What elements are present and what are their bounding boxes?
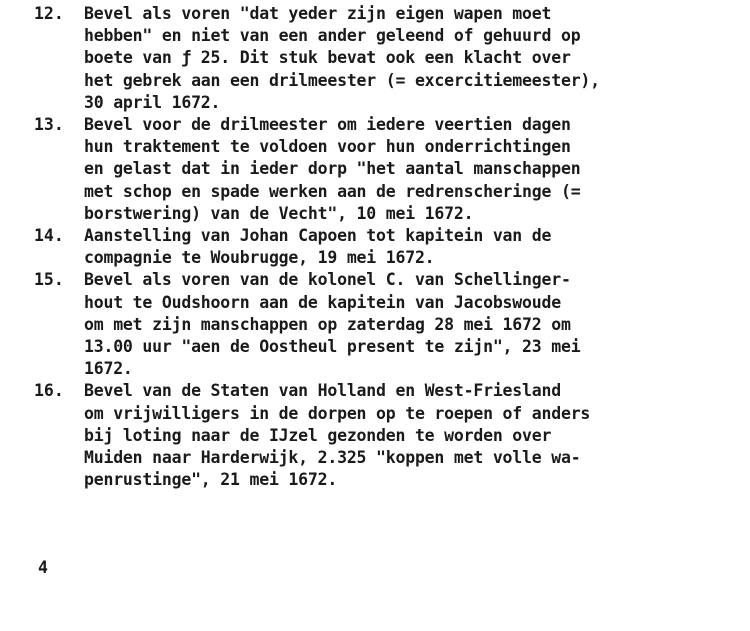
entry-line: 13.00 uur "aen de Oostheul present te zijn", 23 mei <box>84 337 581 357</box>
entry-line: en gelast dat in ieder dorp "het aantal manschappen <box>84 159 581 179</box>
entry-line: bij loting naar de IJzel gezonden te worden over <box>84 425 552 445</box>
entry-line: hebben" en niet van een ander geleend of gehuurd op <box>84 26 581 46</box>
entry-15 <box>34 269 746 380</box>
entry-text <box>84 380 746 491</box>
entry-number: 14. <box>34 226 64 246</box>
entry-line: Muiden naar Harderwijk, 2.325 "koppen met volle wa- <box>84 448 581 468</box>
entry-number: 12. <box>34 4 64 23</box>
entry-number: 16. <box>34 381 64 401</box>
entry-line: 1672. <box>84 359 133 379</box>
page-number: 4 <box>38 558 48 577</box>
entry-text <box>84 3 746 114</box>
entry-text <box>84 269 746 380</box>
entry-line: hun traktement te voldoen voor hun onderrichtingen <box>84 137 571 157</box>
entry-text <box>84 225 746 269</box>
entry-line: om met zijn manschappen op zaterdag 28 mei 1672 om <box>84 314 571 334</box>
entry-line: Bevel als voren van de kolonel C. van Schellinger- <box>84 270 571 290</box>
entry-12 <box>34 3 746 114</box>
entry-number: 13. <box>34 115 64 135</box>
entry-line: compagnie te Woubrugge, 19 mei 1672. <box>84 248 435 268</box>
entry-line: Bevel voor de drilmeester om iedere veertien dagen <box>84 115 571 135</box>
entry-list <box>34 3 746 491</box>
entry-line: met schop en spade werken aan de redrenscheringe (= <box>84 181 581 201</box>
entry-line: Aanstelling van Johan Capoen tot kapitein van de <box>84 226 552 246</box>
entry-line: Bevel van de Staten van Holland en West-Friesland <box>84 381 561 401</box>
entry-number: 15. <box>34 270 64 290</box>
entry-line: penrustinge", 21 mei 1672. <box>84 470 338 490</box>
entry-line: boete van ƒ 25. Dit stuk bevat ook een klacht over <box>84 48 571 68</box>
entry-13 <box>34 114 746 225</box>
entry-line: borstwering) van de Vecht", 10 mei 1672. <box>84 203 474 223</box>
entry-text <box>84 114 746 225</box>
entry-14 <box>34 225 746 269</box>
entry-line: om vrijwilligers in de dorpen op te roepen of anders <box>84 403 591 423</box>
entry-line: Bevel als voren "dat yeder zijn eigen wapen moet <box>84 4 552 23</box>
entry-line: 30 april 1672. <box>84 92 221 112</box>
entry-line: hout te Oudshoorn aan de kapitein van Jacobswoude <box>84 292 561 312</box>
entry-16 <box>34 380 746 491</box>
entry-line: het gebrek aan een drilmeester (= excercitiemeester), <box>84 70 600 90</box>
